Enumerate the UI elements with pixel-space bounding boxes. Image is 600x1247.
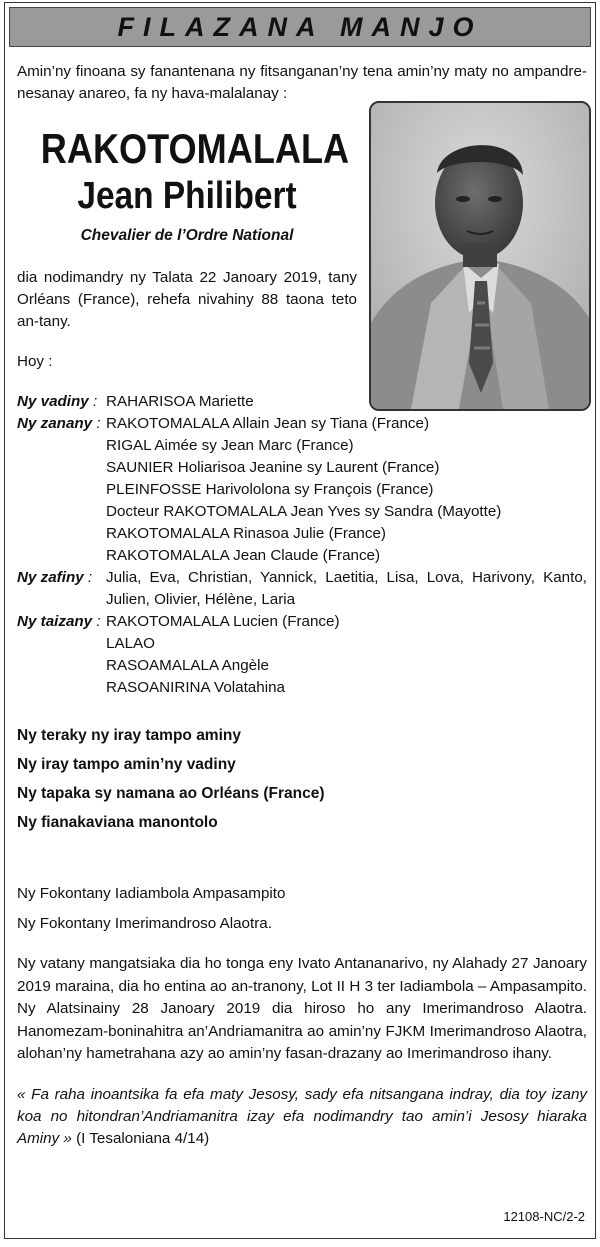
- family-name: RAKOTOMALALA Allain Jean sy Tiana (France): [106, 415, 430, 432]
- left-column: [17, 125, 357, 373]
- family-row: [17, 611, 587, 699]
- mourner-line: Ny tapaka sy namana ao Orléans (France): [17, 785, 325, 802]
- mourner-line: Ny fianakaviana manontolo: [17, 814, 218, 831]
- family-name: LALAO: [106, 635, 155, 652]
- family-name: RAHARISOA Mariette: [106, 393, 254, 410]
- family-name: RAKOTOMALALA Lucien (France): [106, 613, 340, 630]
- family-name: RAKOTOMALALA Rinasoa Julie (France): [106, 525, 386, 542]
- family-colon: :: [92, 415, 101, 432]
- bible-verse: [17, 1084, 587, 1150]
- family-name: PLEINFOSSE Harivololona sy François (France): [106, 481, 434, 498]
- portrait-image: [371, 103, 589, 409]
- family-label: Ny zafiny: [17, 569, 84, 586]
- family-row: [17, 567, 587, 611]
- verse-reference: (I Tesaloniana 4/14): [71, 1129, 210, 1147]
- fokontany-list: [17, 879, 587, 939]
- reference-code: 12108-NC/2-2: [503, 1209, 585, 1224]
- family-row: [17, 413, 587, 567]
- family-colon: :: [92, 613, 101, 630]
- banner-title: FILAZANA MANJO: [117, 11, 483, 42]
- funeral-details: Ny vatany mangatsiaka dia ho tonga eny Ivato Antananarivo, ny Alahady 27 Janoary 2019 maraina, dia ho entina ao an-tranony, Lot II H 3 ter Iadiambola – Ampasampito. Ny Alatsinainy 28 Janoary 2019 dia hiroso ho any Imerimandroso Alaotra. Hanomezam-boninahitra an’Andriamanitra ao amin’ny FJKM Imerimandroso Alaotra, alohan’ny hametrahana azy ao amin’ny fasan-drazany ao Imerimandroso ihany.: [17, 955, 587, 1062]
- mourner-line: Ny iray tampo amin’ny vadiny: [17, 756, 236, 773]
- family-label: Ny taizany: [17, 613, 93, 630]
- family-colon: :: [88, 393, 98, 410]
- notice-banner: [9, 7, 591, 47]
- hoy-label: Hoy :: [17, 353, 53, 370]
- deceased-honor: Chevalier de l’Ordre National: [80, 227, 294, 244]
- deceased-given-names: Jean Philibert: [77, 175, 297, 217]
- deceased-portrait: [369, 101, 591, 411]
- family-label: Ny vadiny: [17, 393, 89, 410]
- family-name: RAKOTOMALALA Jean Claude (France): [106, 547, 381, 564]
- family-list: [17, 391, 587, 699]
- fokontany-line: Ny Fokontany Imerimandroso Alaotra.: [17, 915, 272, 932]
- family-name: SAUNIER Holiarisoa Jeanine sy Laurent (France): [106, 459, 440, 476]
- deceased-surname: RAKOTOMALALA: [40, 125, 350, 172]
- mourners-list: [17, 721, 587, 837]
- family-name: RASOAMALALA Angèle: [106, 657, 269, 674]
- mourner-line: Ny teraky ny iray tampo aminy: [17, 727, 241, 744]
- notice-content: [17, 61, 587, 1150]
- verse-quote: « Fa raha inoantsika fa efa maty Jesosy, sady efa nitsangana indray, dia toy izany koa no hitondran’Andriamanitra izay efa nodimandry tao amin’i Jesosy hiaraka Aminy »: [17, 1085, 587, 1147]
- family-name: RASOANIRINA Volatahina: [106, 679, 285, 696]
- family-name: Docteur RAKOTOMALALA Jean Yves sy Sandra (Mayotte): [106, 503, 502, 520]
- fokontany-line: Ny Fokontany Iadiambola Ampasampito: [17, 885, 286, 902]
- obituary-notice: [4, 2, 596, 1239]
- family-name: Julia, Eva, Christian, Yannick, Laetitia, Lisa, Lova, Harivony, Kanto, Julien, Olivier, Hélène, Laria: [106, 569, 587, 608]
- family-label: Ny zanany: [17, 415, 93, 432]
- family-name: RIGAL Aimée sy Jean Marc (France): [106, 437, 354, 454]
- death-notice: dia nodimandry ny Talata 22 Janoary 2019, tany Orléans (France), rehefa nivahiny 88 taona teto an-tany.: [17, 269, 357, 330]
- intro-text: Amin’ny finoana sy fanantenana ny fitsanganan’ny tena amin’ny maty no ampandre-nesanay anareo, fa ny hava-malalanay :: [17, 63, 587, 102]
- family-colon: :: [83, 569, 93, 586]
